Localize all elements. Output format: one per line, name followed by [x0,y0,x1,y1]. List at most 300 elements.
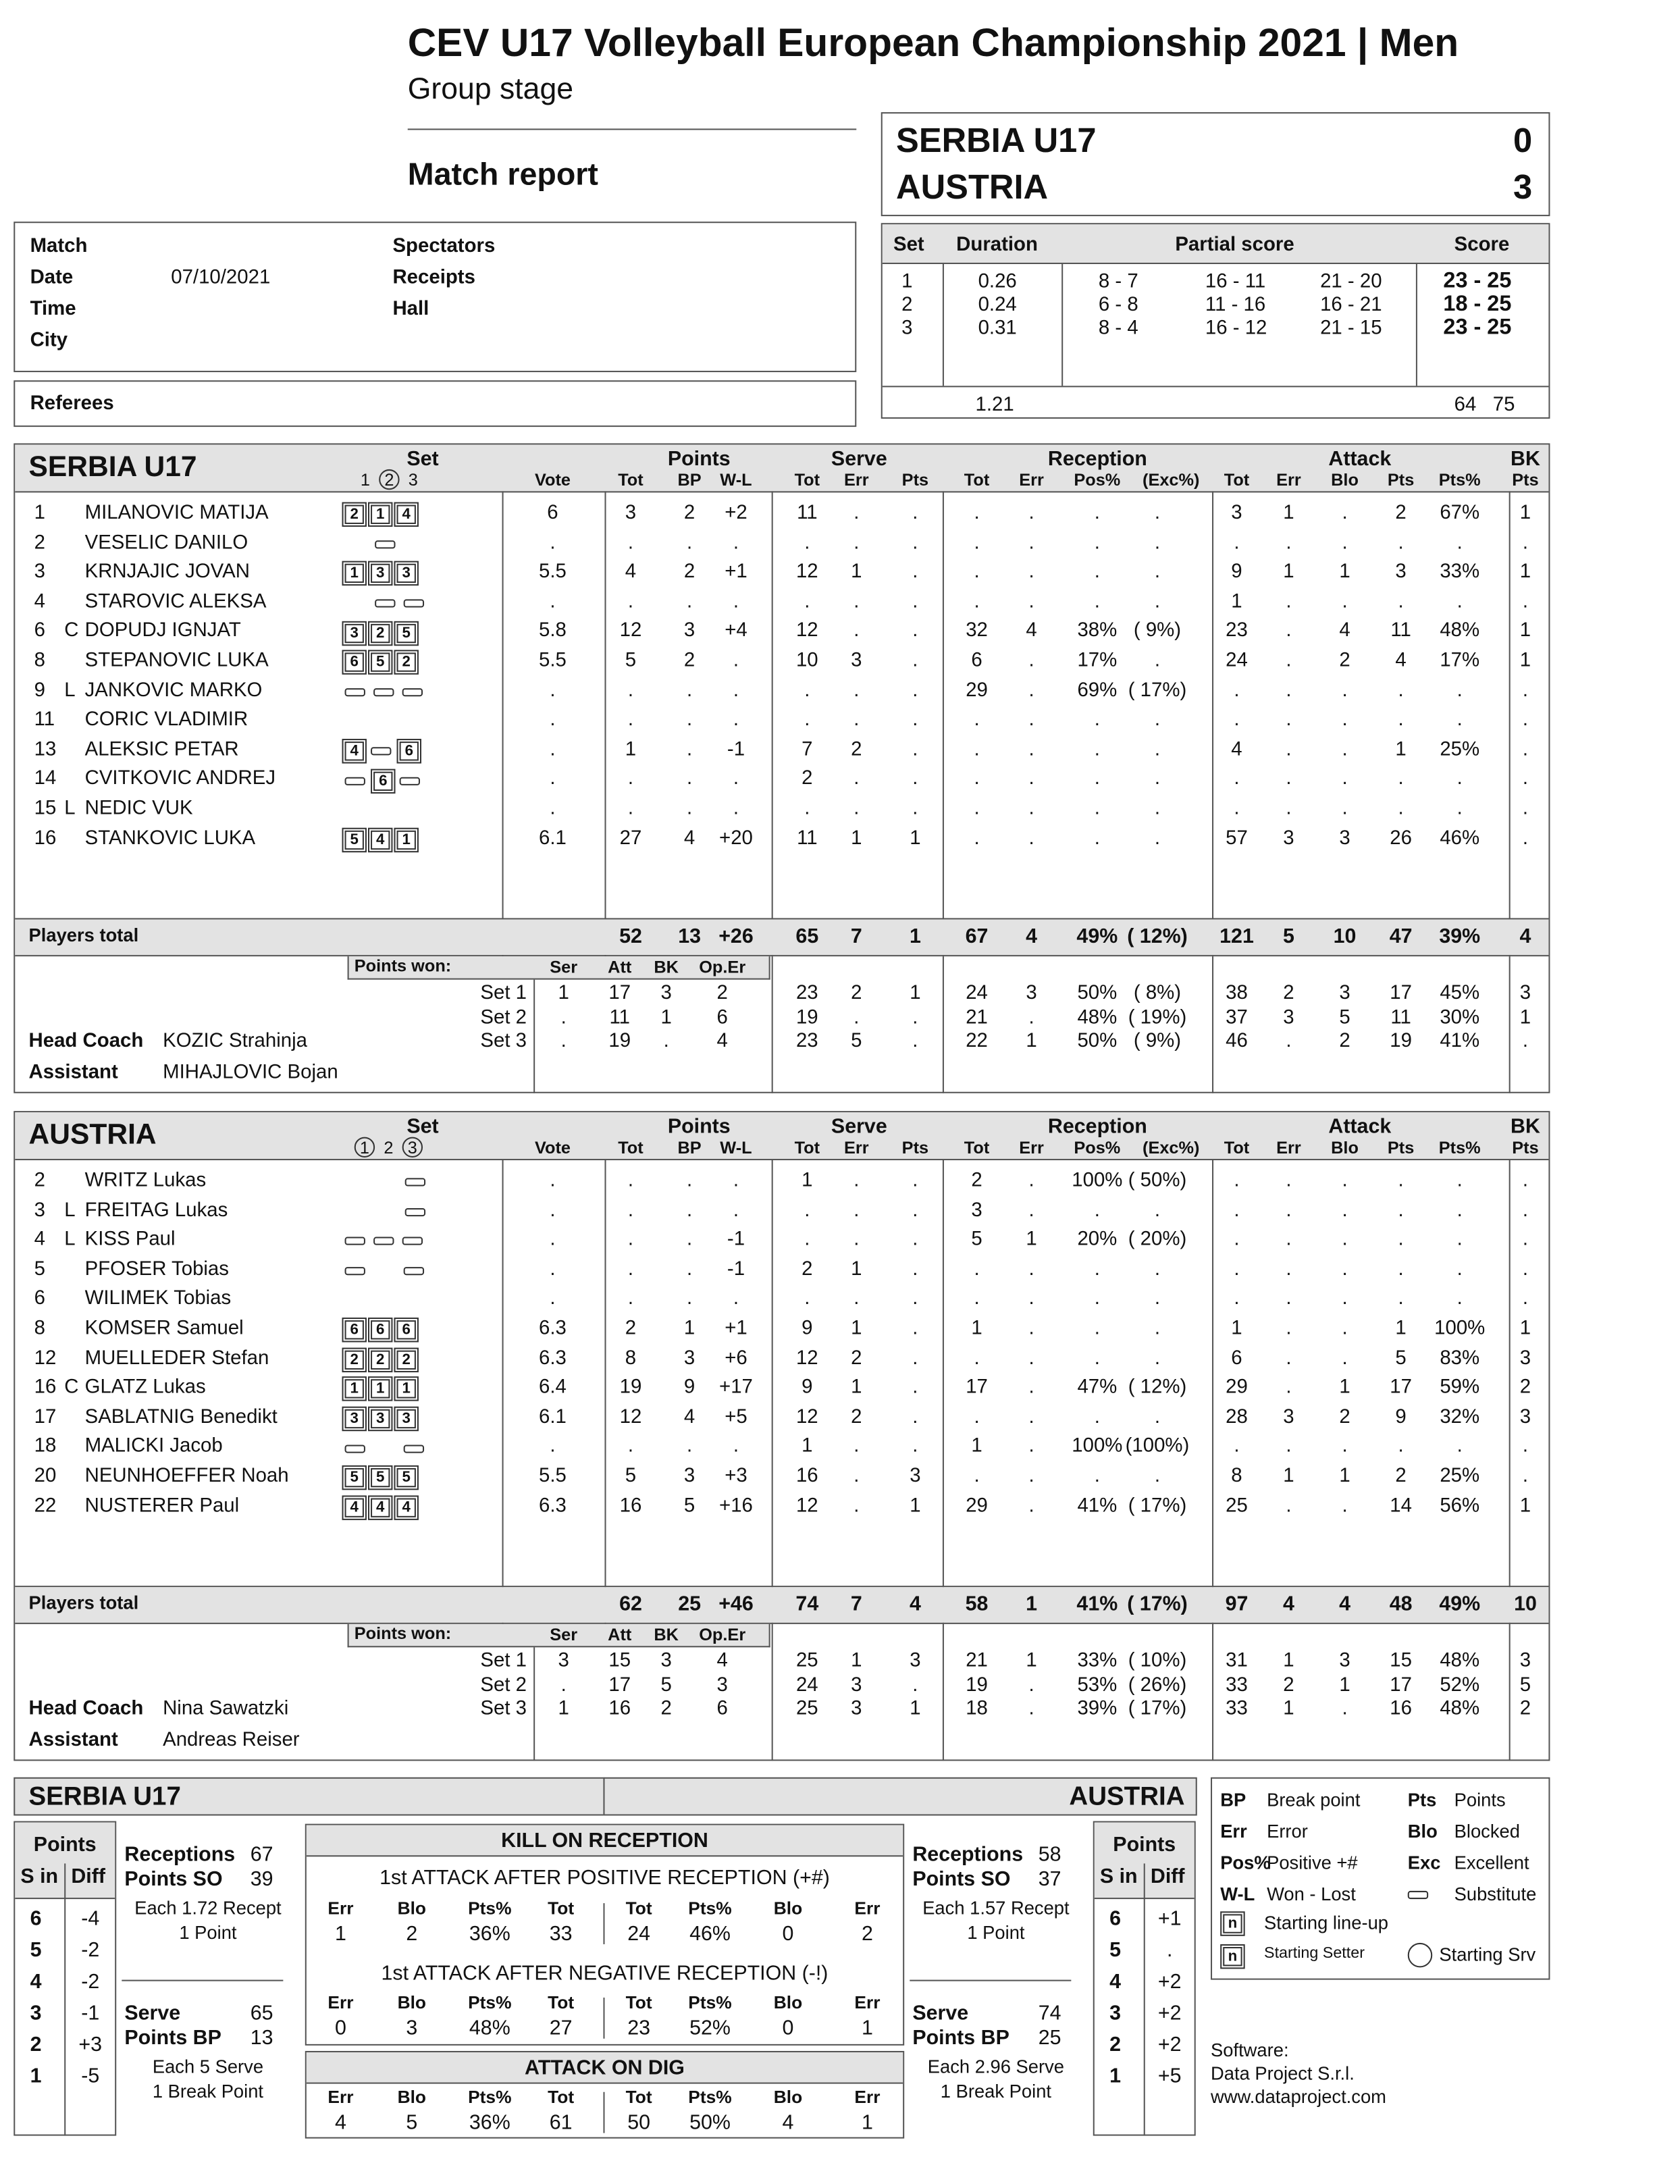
player-name: WILIMEK Tobias [84,1288,232,1310]
player-stat: . [627,1436,634,1458]
player-name: WRITZ Lukas [84,1170,207,1192]
player-stat: . [1342,1170,1348,1192]
col-header-err: Err [1276,470,1301,490]
col-header-bkpts: Pts [1512,470,1539,490]
player-stat: . [804,798,810,820]
player-stat: 3 [683,620,695,642]
player-stat: 1 [625,738,637,761]
set-row-stat: 38 [1226,982,1248,1005]
kill-stat-header: Err [327,2086,354,2108]
starting-position: 6 [345,653,364,672]
player-stat: +20 [719,827,753,850]
points-won-value: 3 [558,1650,569,1672]
substitute-mark [404,599,424,607]
total-stat: 47 [1389,925,1413,949]
player-stat: . [550,1258,556,1280]
set-duration: 0.31 [978,317,1017,340]
col-header-err: Err [1019,1138,1044,1158]
player-name: MALICKI Jacob [84,1436,223,1458]
receptions-value: 58 [1038,1843,1061,1867]
rotation-number: 5 [1109,1938,1121,1962]
software-label: Software: [1211,2039,1289,2061]
player-stat: . [1028,650,1034,672]
player-stat: ( 20%) [1128,1228,1187,1251]
player-stat: . [1094,1347,1100,1370]
set-mark: 2 [384,1138,394,1158]
player-stat: . [1154,827,1161,850]
player-number: 15 [34,798,57,820]
player-stat: . [1456,1288,1463,1310]
kill-stat-header: Tot [548,2086,575,2108]
player-stat: . [1398,708,1404,731]
player-stat: . [1286,531,1292,554]
player-stat: 5.5 [539,1465,567,1488]
player-stat: . [912,1318,918,1340]
player-stat: 59% [1440,1376,1480,1399]
points-bp-label: Points BP [124,2026,221,2050]
kill-stat-header: Blo [397,1898,427,1919]
serve-value: 74 [1038,2002,1061,2025]
player-stat: . [1028,1406,1034,1428]
player-stat: . [974,1288,980,1310]
player-stat: 1 [1231,1318,1242,1340]
player-stat: . [912,1170,918,1192]
rotation-number: 2 [1109,2033,1121,2057]
sets-table [881,223,1550,419]
player-stat: . [1234,1436,1240,1458]
points-sin-box [1093,1821,1196,2136]
player-stat: . [1342,1494,1348,1517]
player-stat: . [1522,590,1529,613]
team-b-stats [14,1111,1550,1761]
set-mark: 3 [402,1137,423,1158]
one-point: 1 Point [179,1922,237,1943]
player-stat: 4 [1026,620,1037,642]
player-stat: 6.3 [539,1318,567,1340]
player-stat: . [1456,590,1463,613]
player-stat: 25% [1440,738,1480,761]
player-stat: . [687,1436,693,1458]
player-stat: 57 [1226,827,1248,850]
serve-label: Serve [124,2002,181,2025]
match-label: Match [30,235,88,257]
player-stat: . [1398,1199,1404,1222]
player-stat: 2 [802,768,813,790]
points-bp-label: Points BP [912,2026,1009,2050]
set-row-stat: 5 [1339,1006,1350,1029]
total-stat: 74 [795,1592,819,1616]
player-stat: . [1154,1318,1161,1340]
player-number: 16 [34,827,57,850]
col-header-vote: Vote [534,470,571,490]
player-stat: . [733,768,739,790]
player-stat: . [1342,1199,1348,1222]
col-header-pos: Pos% [1074,470,1121,490]
total-stat: +46 [718,1592,754,1616]
player-stat: 100% [1072,1436,1123,1458]
player-stat: . [912,590,918,613]
starting-position: 5 [371,1468,390,1487]
set-row-stat: 30% [1440,1006,1480,1029]
divider [910,1980,1071,1981]
set-row-stat: 50% [1077,1030,1118,1052]
kill-stat-header: Err [854,2086,881,2108]
player-stat: 1 [802,1436,813,1458]
player-stat: 2 [683,502,695,524]
player-number: 12 [34,1347,57,1370]
player-stat: . [1286,1318,1292,1340]
points-won-value: . [663,1030,669,1052]
player-stat: . [912,679,918,702]
kill-stat-header: Pts% [688,1898,732,1919]
rotation-number: 3 [30,2002,42,2025]
kill-stat-header: Blo [397,2086,427,2108]
player-stat: . [687,738,693,761]
player-stat: . [1398,1436,1404,1458]
player-stat: . [974,502,980,524]
player-stat: 1 [851,1376,862,1399]
set-row-stat: 39% [1077,1698,1118,1720]
points-won-value: 11 [609,1006,631,1029]
player-stat: . [1342,798,1348,820]
player-stat: 1 [1519,1318,1531,1340]
player-stat: . [1154,502,1161,524]
player-stat: 1 [971,1436,982,1458]
col-header-pts: Pts [901,1138,929,1158]
divider [15,955,1548,956]
substitute-mark [404,1267,424,1275]
player-stat: . [854,1199,860,1222]
player-stat: 3 [1395,561,1407,583]
starting-position: 3 [371,564,390,583]
player-stat: 19 [619,1376,642,1399]
player-stat: . [1154,1465,1161,1488]
player-stat: . [1094,1199,1100,1222]
referees-label: Referees [30,392,114,415]
player-stat: . [1522,738,1529,761]
player-stat: . [912,1199,918,1222]
points-so-label: Points SO [124,1867,223,1891]
player-stat: +1 [725,561,747,583]
set-row-stat: ( 10%) [1128,1650,1187,1672]
starting-position: 3 [345,623,364,642]
set-row-stat: 19 [1390,1030,1412,1052]
set-row-stat: 1 [1283,1698,1294,1720]
player-stat: . [1154,590,1161,613]
total-stat: 1 [1026,1592,1038,1616]
col-header-tot: Tot [618,1138,644,1158]
player-stat: . [804,1288,810,1310]
player-stat: . [854,502,860,524]
player-stat: . [1154,768,1161,790]
each-recept: Each 1.72 Recept [134,1898,282,1919]
points-won-header: Att [608,1625,632,1645]
set-row-stat: 1 [1283,1650,1294,1672]
set-partial-1: 8 - 4 [1098,317,1138,340]
points-won-value: 4 [716,1030,728,1052]
player-stat: . [1028,1258,1034,1280]
player-set-grid [345,533,434,554]
rotation-number: 6 [30,1907,42,1931]
player-stat: . [627,1288,634,1310]
kill-stat-header: Err [854,1992,881,2013]
rotation-number: 4 [1109,1970,1121,1994]
col-header-tot: Tot [794,470,820,490]
rotation-number: 6 [1109,1907,1121,1931]
player-stat: 56% [1440,1494,1480,1517]
player-stat: . [550,679,556,702]
col-header-err: Err [843,1138,869,1158]
player-number: 3 [34,561,46,583]
set-row-stat: 46 [1226,1030,1248,1052]
player-stat: . [912,502,918,524]
player-stat: . [1286,1494,1292,1517]
player-stat: . [627,531,634,554]
substitute-mark [345,688,365,696]
kill-stat-header: Tot [625,1992,652,2013]
player-stat: 4 [683,827,695,850]
player-stat: 20% [1077,1228,1118,1251]
set-row-label: Set 2 [480,1673,527,1696]
rotation-diff: -4 [81,1907,100,1931]
player-stat: . [1094,708,1100,731]
player-stat: 2 [851,738,862,761]
player-stat: 3 [910,1465,921,1488]
points-won-value: . [560,1673,567,1696]
set-row-stat: 21 [966,1006,988,1029]
set-row-stat: 48% [1440,1650,1480,1672]
total-stat: 4 [1026,925,1038,949]
player-stat: . [1522,679,1529,702]
kill-stat-header: Blo [773,2086,803,2108]
player-stat: . [854,1288,860,1310]
player-stat: . [627,679,634,702]
col-header-blo: Blo [1331,1138,1359,1158]
substitute-mark [402,688,423,696]
player-number: 14 [34,768,57,790]
col-group-attack: Attack [1328,447,1392,471]
player-stat: 25% [1440,1465,1480,1488]
player-number: 16 [34,1376,57,1399]
starting-position: 3 [345,1409,364,1428]
set-row-stat: . [1028,1673,1034,1696]
kill-stat-value: 52% [689,2017,731,2040]
player-stat: . [912,1288,918,1310]
player-number: 18 [34,1436,57,1458]
points-won-value: . [560,1030,567,1052]
player-stat: . [1398,1288,1404,1310]
player-stat: 1 [851,561,862,583]
player-stat: . [1286,1376,1292,1399]
kill-stat-value: 0 [782,2017,794,2040]
player-role: L [64,1228,76,1251]
kill-stat-value: 5 [406,2111,418,2135]
kill-stat-value: 46% [689,1922,731,1946]
player-set-grid [345,829,423,850]
player-role: L [64,679,76,702]
divider [15,1623,1548,1624]
player-stat: . [1522,1258,1529,1280]
player-stat: 2 [683,650,695,672]
total-stat: 67 [965,925,989,949]
player-stat: 33% [1440,561,1480,583]
points-won-header: BK [654,958,679,977]
kill-stat-value: 4 [782,2111,794,2135]
set-row-stat: 19 [966,1673,988,1696]
player-stat: 9 [802,1376,813,1399]
divider [603,1998,604,2039]
player-stat: . [1028,531,1034,554]
player-stat: 83% [1440,1347,1480,1370]
total-duration: 1.21 [975,394,1014,416]
divider [1144,1863,1145,2135]
substitute-mark [373,1237,394,1245]
player-stat: . [1234,679,1240,702]
player-stat: 8 [625,1347,637,1370]
legend-box [1211,1777,1550,1980]
col-header-tot: Tot [1224,1138,1250,1158]
set-mark: 2 [379,469,399,490]
player-stat: 38% [1077,620,1118,642]
player-stat: . [912,561,918,583]
player-stat: . [1286,1436,1292,1458]
kill-stat-value: 24 [627,1922,651,1946]
rotation-diff: +5 [1157,2064,1182,2088]
player-stat: . [974,531,980,554]
player-stat: 17% [1440,650,1480,672]
player-stat: . [854,679,860,702]
set-row-stat: ( 9%) [1133,1030,1182,1052]
kill-stat-header: Pts% [468,2086,512,2108]
col-group-set: Set [406,1115,439,1139]
player-stat: . [733,650,739,672]
report-title: CEV U17 Volleyball European Championship 2021 | Men [407,22,1459,66]
bottom-team1: SERBIA U17 [28,1782,181,1812]
player-stat: 2 [851,1347,862,1370]
set-row-stat: ( 19%) [1128,1006,1187,1029]
set-row-stat: 2 [1339,1030,1350,1052]
set-score: 18 - 25 [1443,292,1512,317]
player-number: 8 [34,650,46,672]
kill-stat-value: 36% [469,2111,510,2135]
total-stat: 4 [1339,1592,1351,1616]
player-stat: . [1028,738,1034,761]
player-stat: . [1522,1170,1529,1192]
player-stat: . [854,1494,860,1517]
player-number: 8 [34,1318,46,1340]
total-stat: 52 [619,925,642,949]
set-row-stat: 1 [1026,1030,1037,1052]
player-name: PFOSER Tobias [84,1258,229,1280]
spectators-label: Spectators [392,235,496,257]
legend-abbr: Pos% [1220,1852,1271,1873]
player-stat: . [1522,1465,1529,1488]
col-header-bp: BP [677,1138,702,1158]
player-stat: . [1342,1318,1348,1340]
total-stat: 4 [909,1592,921,1616]
total-stat: 4 [1283,1592,1294,1616]
player-stat: . [1094,502,1100,524]
player-stat: ( 50%) [1128,1170,1187,1192]
player-stat: . [627,1228,634,1251]
total-stat: 13 [678,925,702,949]
points-won-value: 1 [558,1698,569,1720]
set-row-stat: 24 [795,1673,818,1696]
set-row-stat: 1 [851,1650,862,1672]
player-stat: . [854,1228,860,1251]
player-stat: 3 [1519,1406,1531,1428]
substitute-mark [375,540,395,548]
player-stat: 5 [625,650,637,672]
player-stat: . [1398,531,1404,554]
player-stat: . [974,1406,980,1428]
player-stat: 9 [1395,1406,1407,1428]
sin-label: S in [1099,1865,1138,1888]
player-number: 1 [34,502,46,524]
player-stat: 1 [851,1258,862,1280]
time-label: Time [30,298,76,321]
player-stat: 11 [797,502,818,524]
player-stat: . [912,708,918,731]
software-company: Data Project S.r.l. [1211,2063,1355,2084]
total-stat: +26 [718,925,754,949]
points-won-value: 6 [716,1006,728,1029]
player-stat: 3 [851,650,862,672]
player-stat: 2 [683,561,695,583]
col-header-ptsp: Pts% [1438,1138,1481,1158]
set-row-stat: . [1028,1006,1034,1029]
player-name: JANKOVIC MARKO [84,679,263,702]
player-stat: . [804,708,810,731]
player-stat: 5.5 [539,561,567,583]
rotation-diff: -5 [81,2064,100,2088]
player-stat: . [550,531,556,554]
total-points: 64 75 [1454,394,1515,416]
player-stat: . [1028,561,1034,583]
player-stat: . [1342,531,1348,554]
kill-stat-header: Err [327,1992,354,2013]
substitute-mark [345,777,365,785]
player-stat: 1 [1395,738,1407,761]
player-name: SABLATNIG Benedikt [84,1406,278,1428]
set-row-stat: . [1522,1030,1529,1052]
bottom-team2-bar [603,1777,1197,1816]
divider [603,2092,604,2133]
player-set-grid [345,1407,423,1429]
col-group-points: Points [667,447,731,471]
points-won-value: 15 [608,1650,631,1672]
player-stat: . [1286,620,1292,642]
starting-position: 2 [345,1350,364,1369]
set-row-stat: 3 [1519,1650,1531,1672]
set-mark: 1 [360,470,370,490]
player-set-grid [345,1497,423,1518]
sets-h-partial: Partial score [1175,234,1294,256]
player-stat: ( 12%) [1128,1376,1187,1399]
player-stat: . [1522,1228,1529,1251]
substitute-mark [345,1445,365,1453]
kill-stat-value: 1 [862,2111,873,2135]
player-stat: . [733,679,739,702]
set-row-stat: 11 [1390,1006,1411,1029]
player-stat: 12 [795,1406,818,1428]
points-label: Points [1113,1833,1176,1857]
col-header-exc: (Exc%) [1143,1138,1200,1158]
player-stat: . [733,531,739,554]
player-set-grid [345,1201,434,1222]
set-row-stat: ( 26%) [1128,1673,1187,1696]
player-stat: 6 [547,502,558,524]
